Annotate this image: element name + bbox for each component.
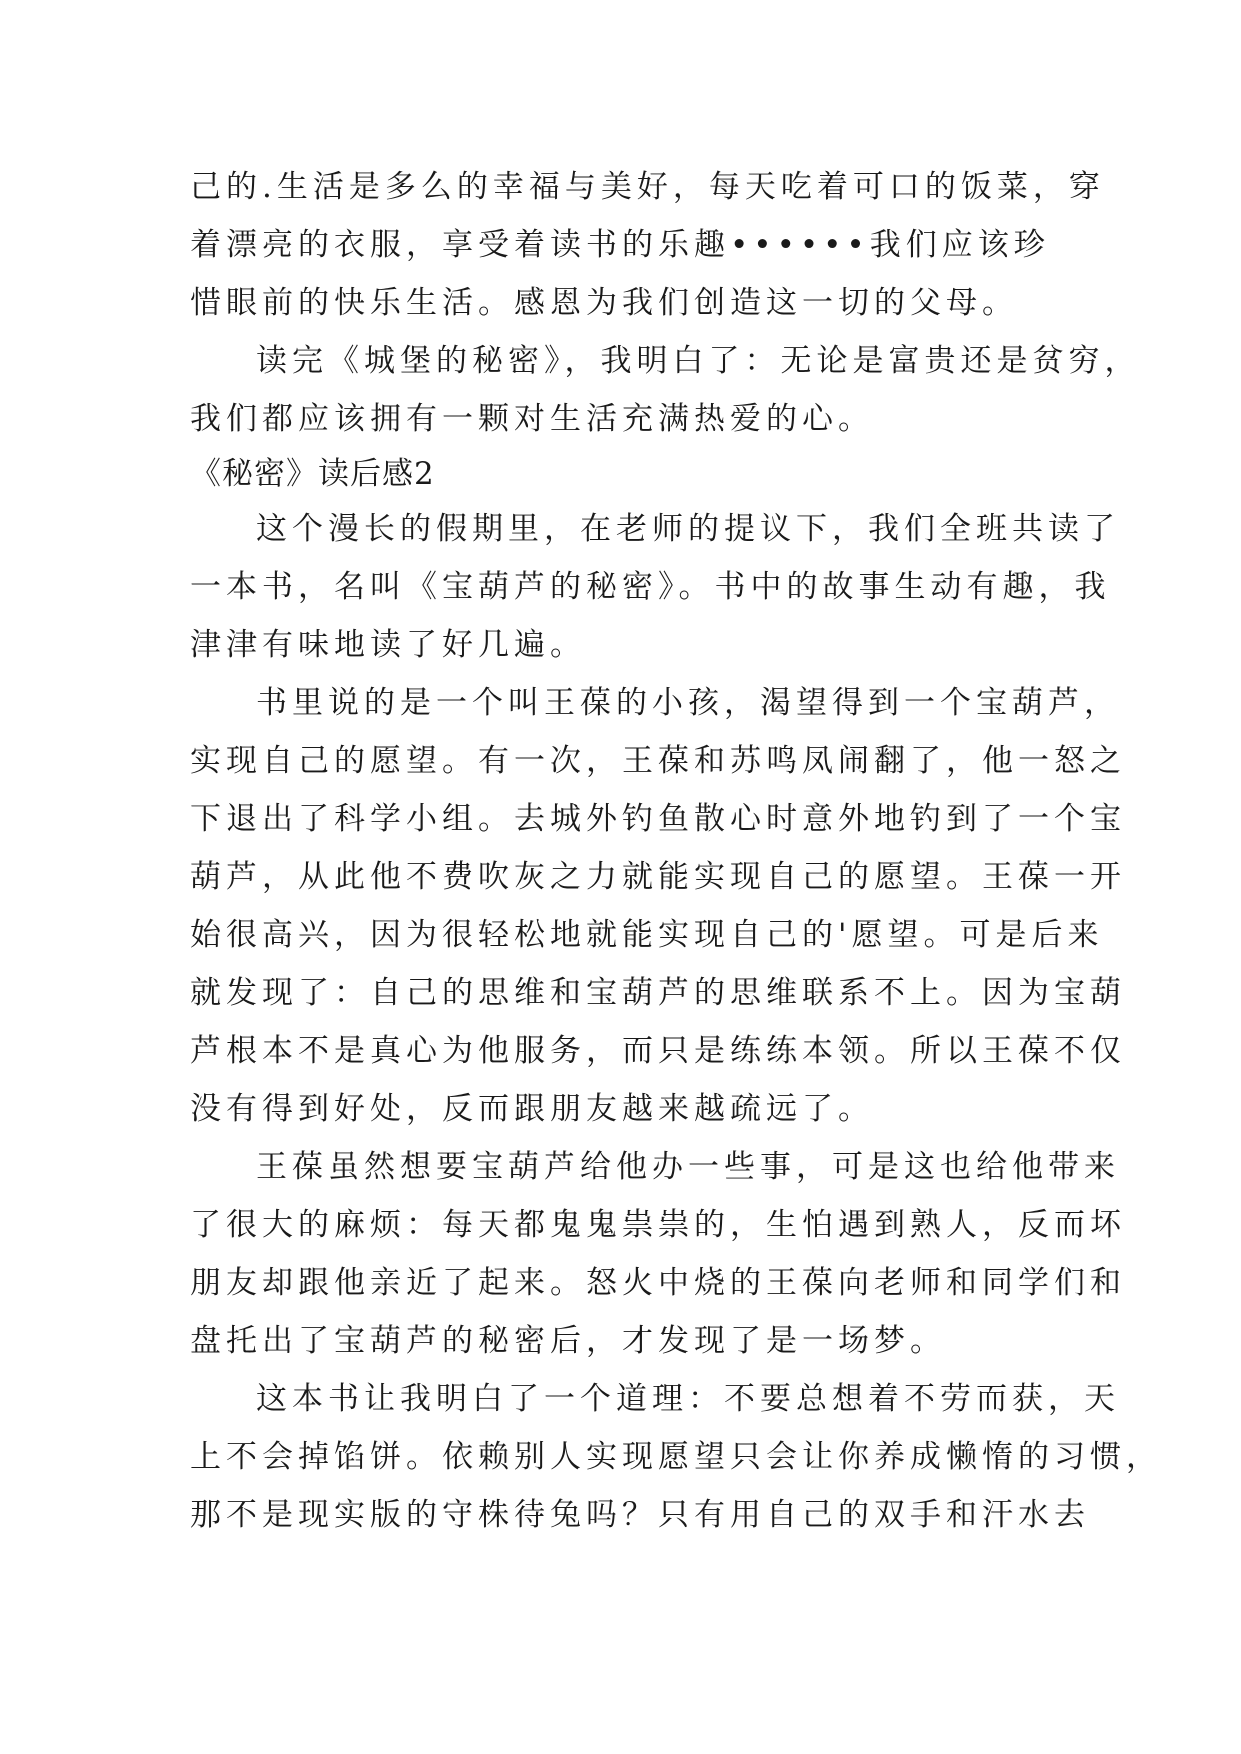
- paragraph-start-line: 书里说的是一个叫王葆的小孩，渴望得到一个宝葫芦，: [256, 685, 1120, 721]
- document-body: [190, 158, 1162, 1544]
- text-line: 那不是现实版的守株待兔吗？只有用自己的双手和汗水去: [190, 1497, 1090, 1533]
- text-line: 盘托出了宝葫芦的秘密后，才发现了是一场梦。: [190, 1323, 946, 1359]
- paragraph-start-line: 王葆虽然想要宝葫芦给他办一些事，可是这也给他带来: [256, 1149, 1120, 1185]
- text-line: 了很大的麻烦：每天都鬼鬼祟祟的，生怕遇到熟人，反而坏: [190, 1207, 1126, 1243]
- text-line: 己的.生活是多么的幸福与美好，每天吃着可口的饭菜，穿: [190, 169, 1105, 205]
- text-line: 葫芦，从此他不费吹灰之力就能实现自己的愿望。王葆一开: [190, 859, 1126, 895]
- section-heading: 《秘密》读后感2: [190, 456, 435, 492]
- text-line: 朋友却跟他亲近了起来。怒火中烧的王葆向老师和同学们和: [190, 1265, 1126, 1301]
- text-line: 没有得到好处，反而跟朋友越来越疏远了。: [190, 1091, 874, 1127]
- paragraph-start-line: 这本书让我明白了一个道理：不要总想着不劳而获，天: [256, 1381, 1120, 1417]
- text-line: 着漂亮的衣服，享受着读书的乐趣••••••我们应该珍: [190, 227, 1050, 263]
- text-line: 上不会掉馅饼。依赖别人实现愿望只会让你养成懒惰的习惯，: [190, 1439, 1162, 1475]
- text-line: 始很高兴，因为很轻松地就能实现自己的'愿望。可是后来: [190, 917, 1104, 953]
- text-line: 实现自己的愿望。有一次，王葆和苏鸣凤闹翻了，他一怒之: [190, 743, 1126, 779]
- text-line: 惜眼前的快乐生活。感恩为我们创造这一切的父母。: [190, 285, 1018, 321]
- text-line: 一本书，名叫《宝葫芦的秘密》。书中的故事生动有趣，我: [190, 569, 1111, 605]
- text-line: 芦根本不是真心为他服务，而只是练练本领。所以王葆不仅: [190, 1033, 1126, 1069]
- paragraph-start-line: 这个漫长的假期里，在老师的提议下，我们全班共读了: [256, 511, 1120, 547]
- text-line: 津津有味地读了好几遍。: [190, 627, 586, 663]
- text-line: 我们都应该拥有一颗对生活充满热爱的心。: [190, 401, 874, 437]
- text-line: 就发现了：自己的思维和宝葫芦的思维联系不上。因为宝葫: [190, 975, 1126, 1011]
- paragraph-start-line: 读完《城堡的秘密》，我明白了：无论是富贵还是贫穷，: [256, 343, 1141, 379]
- text-line: 下退出了科学小组。去城外钓鱼散心时意外地钓到了一个宝: [190, 801, 1126, 837]
